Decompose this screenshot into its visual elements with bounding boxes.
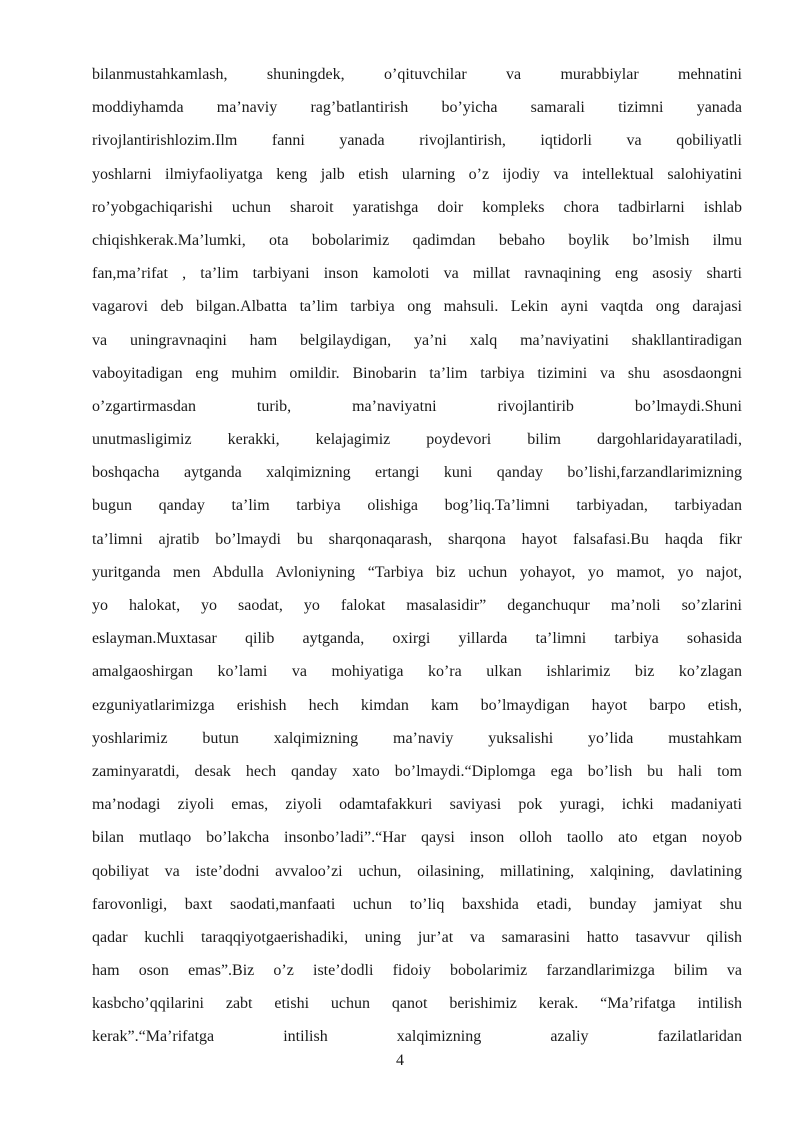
text-line: kerak”.“Ma’rifatga intilish xalqimizning azaliy fazilatlaridan (92, 1028, 742, 1046)
text-line: kasbcho’qqilarini zabt etishi uchun qanot berishimiz kerak. “Ma’rifatga intilish (92, 995, 742, 1013)
text-line: ro’yobgachiqarishi uchun sharoit yaratishga doir kompleks chora tadbirlarni ishlab (92, 198, 742, 216)
body-text (92, 58, 742, 1054)
text-line: qadar kuchli taraqqiyotgaerishadiki, uning jur’at va samarasini hatto tasavvur qilish (92, 928, 742, 946)
text-line: ham oson emas”.Biz o’z iste’dodli fidoiy bobolarimiz farzandlarimizga bilim va (92, 962, 742, 980)
text-line: moddiyhamda ma’naviy rag’batlantirish bo’yicha samarali tizimni yanada (92, 99, 742, 117)
text-line: bugun qanday ta’lim tarbiya olishiga bog’liq.Ta’limni tarbiyadan, tarbiyadan (92, 497, 742, 515)
text-line: yoshlarimiz butun xalqimizning ma’naviy yuksalishi yo’lida mustahkam (92, 729, 742, 747)
text-line: bilan mutlaqo bo’lakcha insonbo’ladi”.“Har qaysi inson olloh taollo ato etgan noyob (92, 829, 742, 847)
text-line: o’zgartirmasdan turib, ma’naviyatni rivojlantirib bo’lmaydi.Shuni (92, 397, 742, 415)
text-line: yuritganda men Abdulla Avloniyning “Tarbiya biz uchun yohayot, yo mamot, yo najot, (92, 563, 742, 581)
text-line: ta’limni ajratib bo’lmaydi bu sharqonaqarash, sharqona hayot falsafasi.Bu haqda fikr (92, 530, 742, 548)
text-line: amalgaoshirgan ko’lami va mohiyatiga ko’ra ulkan ishlarimiz biz ko’zlagan (92, 663, 742, 681)
text-line: fan,ma’rifat , ta’lim tarbiyani inson kamoloti va millat ravnaqining eng asosiy sharti (92, 265, 742, 283)
text-line: yo halokat, yo saodat, yo falokat masalasidir” deganchuqur ma’noli so’zlarini (92, 597, 742, 614)
text-line: ezguniyatlarimizga erishish hech kimdan kam bo’lmaydigan hayot barpo etish, (92, 696, 742, 714)
text-line: zaminyaratdi, desak hech qanday xato bo’lmaydi.“Diplomga ega bo’lish bu hali tom (92, 762, 742, 780)
text-line: vagarovi deb bilgan.Albatta ta’lim tarbiya ong mahsuli. Lekin ayni vaqtda ong darajasi (92, 298, 742, 316)
text-line: chiqishkerak.Ma’lumki, ota bobolarimiz qadimdan bebaho boylik bo’lmish ilmu (92, 231, 742, 249)
text-line: bilanmustahkamlash, shuningdek, o’qituvchilar va murabbiylar mehnatini (92, 66, 742, 83)
text-line: ma’nodagi ziyoli emas, ziyoli odamtafakkuri saviyasi pok yuragi, ichki madaniyati (92, 796, 742, 814)
text-line: va uningravnaqini ham belgilaydigan, ya’ni xalq ma’naviyatini shakllantiradigan (92, 331, 742, 349)
text-line: farovonligi, baxt saodati,manfaati uchun to’liq baxshida etadi, bunday jamiyat shu (92, 895, 742, 913)
page-number: 4 (396, 1052, 404, 1069)
text-line: qobiliyat va iste’dodni avvaloo’zi uchun, oilasining, millatining, xalqining, davlatining (92, 862, 742, 880)
text-line: eslayman.Muxtasar qilib aytganda, oxirgi yillarda ta’limni tarbiya sohasida (92, 630, 742, 648)
text-line: vaboyitadigan eng muhim omildir. Binobarin ta’lim tarbiya tizimini va shu asosdaongni (92, 364, 742, 382)
text-line: yoshlarni ilmiyfaoliyatga keng jalb etish ularning o’z ijodiy va intellektual salohiyatini (92, 165, 742, 183)
text-line: unutmasligimiz kerakki, kelajagimiz poydevori bilim dargohlaridayaratiladi, (92, 431, 742, 449)
text-line: rivojlantirishlozim.Ilm fanni yanada rivojlantirish, iqtidorli va qobiliyatli (92, 132, 742, 150)
text-line: boshqacha aytganda xalqimizning ertangi kuni qanday bo’lishi,farzandlarimizning (92, 464, 742, 482)
